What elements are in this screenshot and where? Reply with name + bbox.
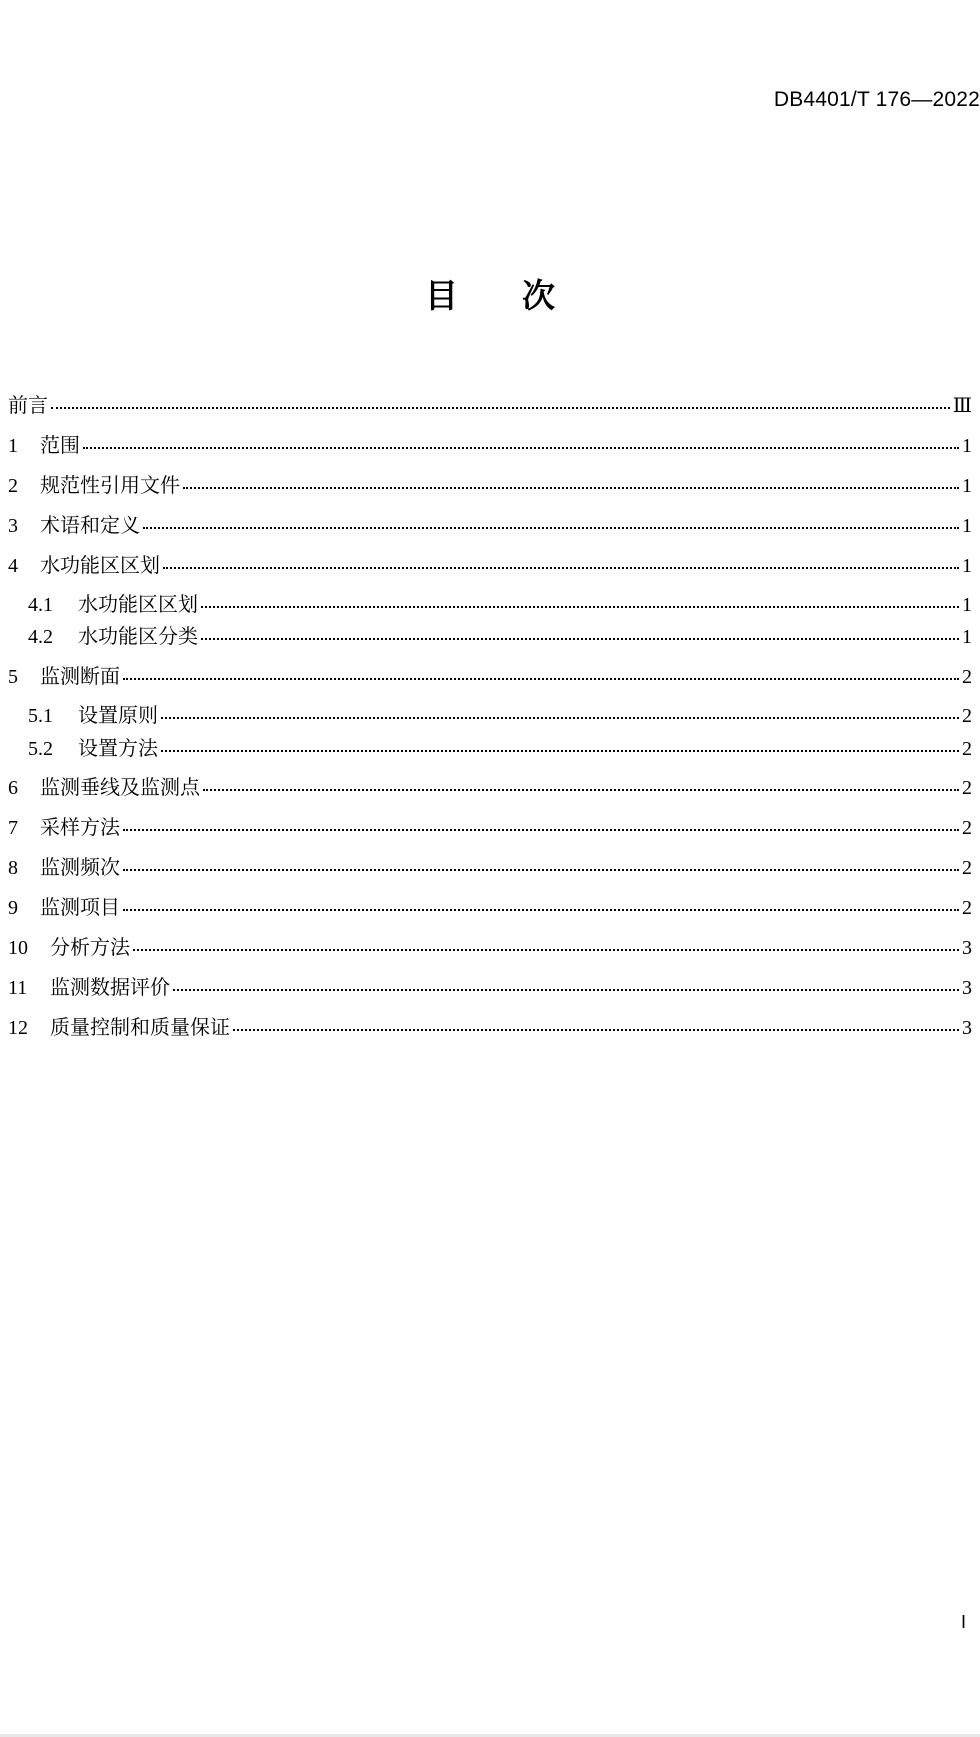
toc-entry[interactable] — [8, 472, 972, 498]
toc-entry-number: 4.2 — [28, 626, 53, 648]
toc-leader-dots — [51, 406, 950, 409]
toc-entry-page: 3 — [962, 937, 972, 959]
page-title — [0, 270, 980, 317]
toc-entry-title: 设置原则 — [78, 703, 158, 727]
toc-entry-number: 5.2 — [28, 738, 53, 760]
toc-entry-number: 5 — [8, 666, 18, 688]
toc-entry-page: 1 — [962, 594, 972, 616]
toc-leader-dots — [163, 566, 959, 569]
toc-entry[interactable] — [8, 392, 972, 418]
toc-entry-title: 监测断面 — [40, 664, 120, 688]
toc-leader-dots — [133, 948, 959, 951]
toc-entry-page: Ⅲ — [952, 395, 972, 417]
toc-entry-title: 分析方法 — [50, 935, 130, 959]
toc-leader-dots — [143, 526, 959, 529]
page-number: I — [960, 1612, 966, 1632]
toc-leader-dots — [123, 828, 959, 831]
toc-leader-dots — [233, 1028, 959, 1031]
toc-leader-dots — [183, 486, 959, 489]
toc-entry-number: 11 — [8, 977, 28, 999]
toc-entry-page: 1 — [962, 435, 972, 457]
toc-entry-number: 10 — [8, 937, 28, 959]
toc-entry-number: 6 — [8, 777, 18, 799]
toc-leader-dots — [161, 716, 959, 719]
toc-entry-number: 7 — [8, 817, 18, 839]
toc-entry[interactable] — [8, 552, 972, 578]
toc-entry-title: 监测频次 — [40, 855, 120, 879]
toc-entry-title: 水功能区区划 — [78, 592, 198, 616]
toc-entry[interactable] — [8, 512, 972, 538]
toc-entry-title: 采样方法 — [40, 815, 120, 839]
toc-entry[interactable] — [28, 591, 972, 617]
title-char-2: 次 — [522, 276, 555, 315]
toc-leader-dots — [203, 788, 959, 791]
toc-entry-number: 9 — [8, 897, 18, 919]
toc-entry-title: 前言 — [8, 393, 48, 417]
toc-entry[interactable] — [8, 774, 972, 800]
toc-entry-number: 12 — [8, 1017, 28, 1039]
toc-entry-title: 范围 — [40, 433, 80, 457]
toc-entry[interactable] — [8, 814, 972, 840]
toc-entry-page: 1 — [962, 475, 972, 497]
toc-entry[interactable] — [8, 1014, 972, 1040]
toc-entry[interactable] — [28, 735, 972, 761]
toc-entry-number: 1 — [8, 435, 18, 457]
toc-entry-title: 监测数据评价 — [50, 975, 170, 999]
toc-entry[interactable] — [8, 894, 972, 920]
toc-entry-page: 1 — [962, 515, 972, 537]
toc-leader-dots — [201, 605, 959, 608]
toc-entry-page: 2 — [962, 897, 972, 919]
toc-entry-title: 水功能区分类 — [78, 624, 198, 648]
standard-code: DB4401/T 176—2022 — [773, 88, 980, 111]
toc-entry-number: 8 — [8, 857, 18, 879]
toc-entry-page: 2 — [962, 705, 972, 727]
toc-entry-page: 1 — [962, 555, 972, 577]
toc-leader-dots — [123, 908, 959, 911]
toc-entry-title: 术语和定义 — [40, 513, 140, 537]
toc-leader-dots — [161, 749, 959, 752]
toc-entry-page: 3 — [962, 1017, 972, 1039]
toc-leader-dots — [201, 637, 959, 640]
toc-entry[interactable] — [8, 934, 972, 960]
toc-entry[interactable] — [8, 432, 972, 458]
toc-entry[interactable] — [8, 663, 972, 689]
toc-entry-number: 5.1 — [28, 705, 53, 727]
toc-entry-number: 2 — [8, 475, 18, 497]
toc-entry-page: 2 — [962, 817, 972, 839]
toc-entry-title: 质量控制和质量保证 — [50, 1015, 230, 1039]
toc-entry-page: 2 — [962, 777, 972, 799]
toc-entry[interactable] — [28, 702, 972, 728]
toc-entry-number: 4.1 — [28, 594, 53, 616]
toc-entry-page: 2 — [962, 738, 972, 760]
toc-leader-dots — [123, 868, 959, 871]
toc-entry-title: 监测项目 — [40, 895, 120, 919]
toc-entry-number: 4 — [8, 555, 18, 577]
toc-entry[interactable] — [8, 974, 972, 1000]
toc-leader-dots — [173, 988, 959, 991]
toc-entry-page: 2 — [962, 666, 972, 688]
toc-leader-dots — [83, 446, 959, 449]
toc-entry-title: 水功能区区划 — [40, 553, 160, 577]
toc-entry-title: 设置方法 — [78, 736, 158, 760]
toc-entry-number: 3 — [8, 515, 18, 537]
toc-entry-title: 监测垂线及监测点 — [40, 775, 200, 799]
toc-entry-page: 1 — [962, 626, 972, 648]
toc-entry-page: 2 — [962, 857, 972, 879]
toc-entry[interactable] — [8, 854, 972, 880]
title-char-1: 目 — [425, 276, 458, 315]
toc-leader-dots — [123, 677, 959, 680]
toc-entry-page: 3 — [962, 977, 972, 999]
toc-entry-title: 规范性引用文件 — [40, 473, 180, 497]
toc-entry[interactable] — [28, 623, 972, 649]
